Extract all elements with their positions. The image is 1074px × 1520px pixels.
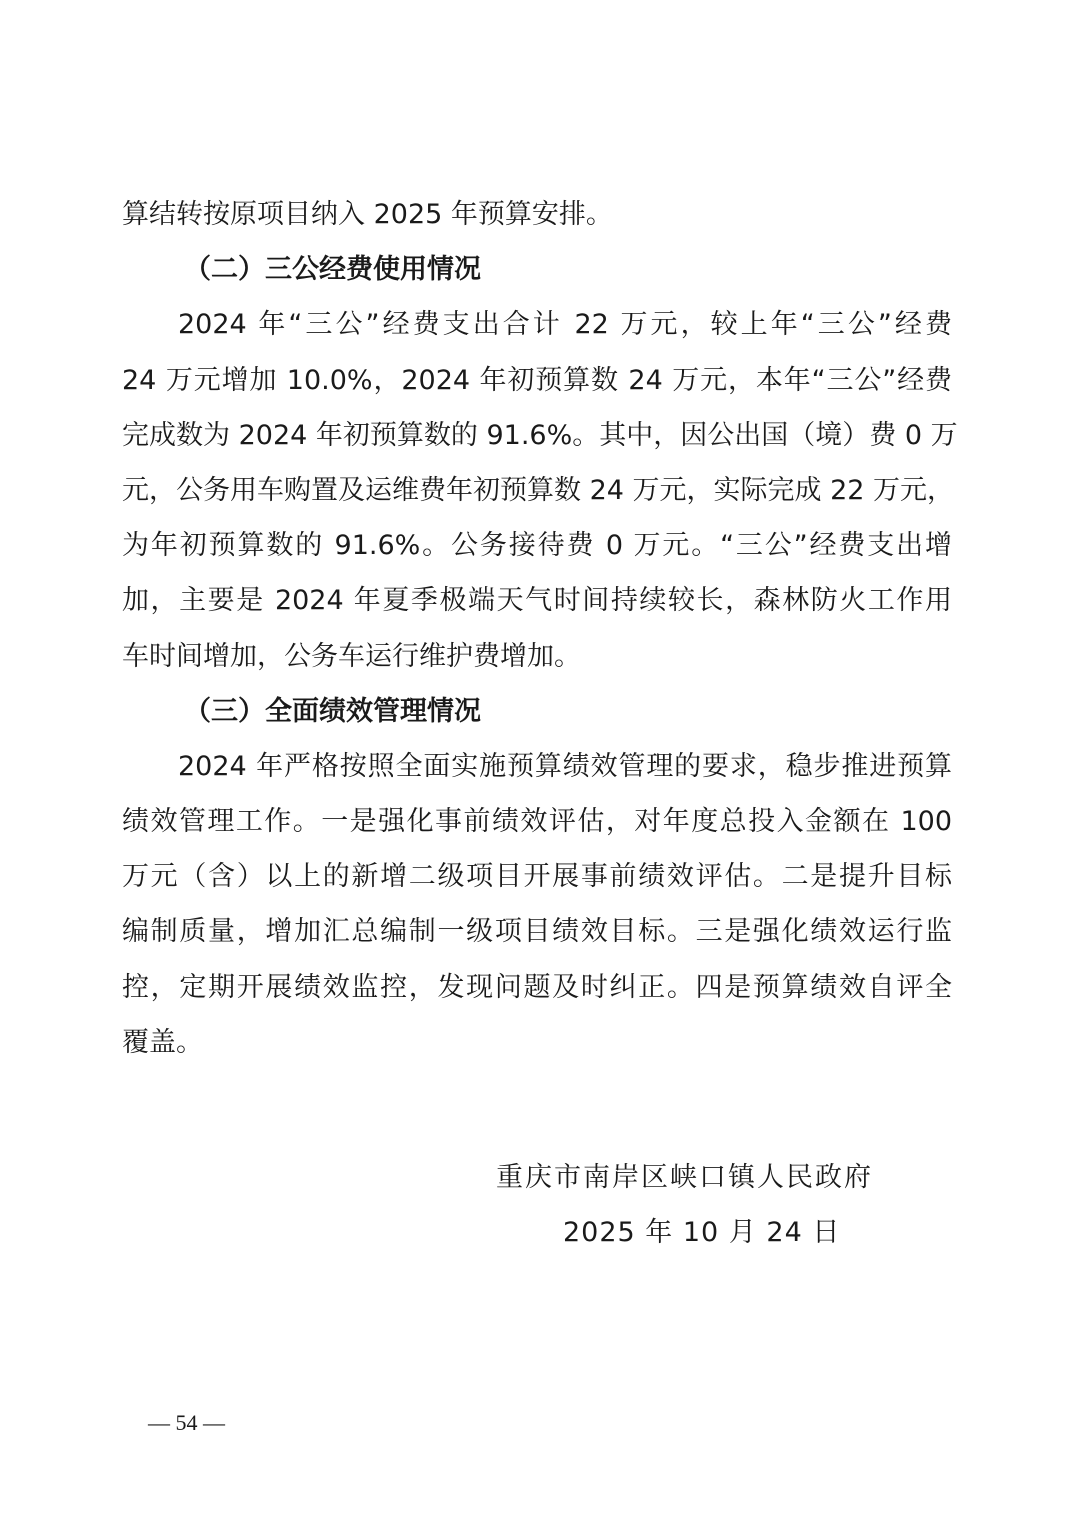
issuer-signature: 重庆市南岸区峡口镇人民政府	[496, 1162, 873, 1193]
paragraph-line: 2024 年“三公”经费支出合计 22 万元，较上年“三公”经费	[178, 309, 952, 341]
paragraph-line: 覆盖。	[122, 1026, 203, 1058]
paragraph-line: 控，定期开展绩效监控，发现问题及时纠正。四是预算绩效自评全	[122, 971, 952, 1003]
page-number: — 54 —	[148, 1410, 225, 1435]
paragraph-line: 元，公务用车购置及运维费年初预算数 24 万元，实际完成 22 万元，	[122, 474, 955, 506]
paragraph-line: 编制质量，增加汇总编制一级项目绩效目标。三是强化绩效运行监	[122, 916, 952, 948]
issue-date: 2025 年 10 月 24 日	[563, 1217, 841, 1248]
section-heading-2: （二）三公经费使用情况	[184, 254, 481, 286]
paragraph-line: 加，主要是 2024 年夏季极端天气时间持续较长，森林防火工作用	[122, 585, 952, 617]
paragraph-line: 为年初预算数的 91.6%。公务接待费 0 万元。“三公”经费支出增	[122, 530, 952, 562]
document-body	[122, 187, 958, 1070]
paragraph-line: 算结转按原项目纳入 2025 年预算安排。	[122, 199, 613, 230]
paragraph-line: 车时间增加，公务车运行维护费增加。	[122, 640, 581, 672]
paragraph-line: 24 万元增加 10.0%，2024 年初预算数 24 万元，本年“三公”经费	[122, 364, 952, 396]
paragraph-line: 2024 年严格按照全面实施预算绩效管理的要求，稳步推进预算	[178, 750, 952, 782]
paragraph-line: 完成数为 2024 年初预算数的 91.6%。其中，因公出国（境）费 0 万	[122, 419, 958, 451]
section-heading-3: （三）全面绩效管理情况	[184, 695, 481, 727]
paragraph-line: 绩效管理工作。一是强化事前绩效评估，对年度总投入金额在 100	[122, 806, 952, 838]
paragraph-line: 万元（含）以上的新增二级项目开展事前绩效评估。二是提升目标	[122, 861, 952, 893]
